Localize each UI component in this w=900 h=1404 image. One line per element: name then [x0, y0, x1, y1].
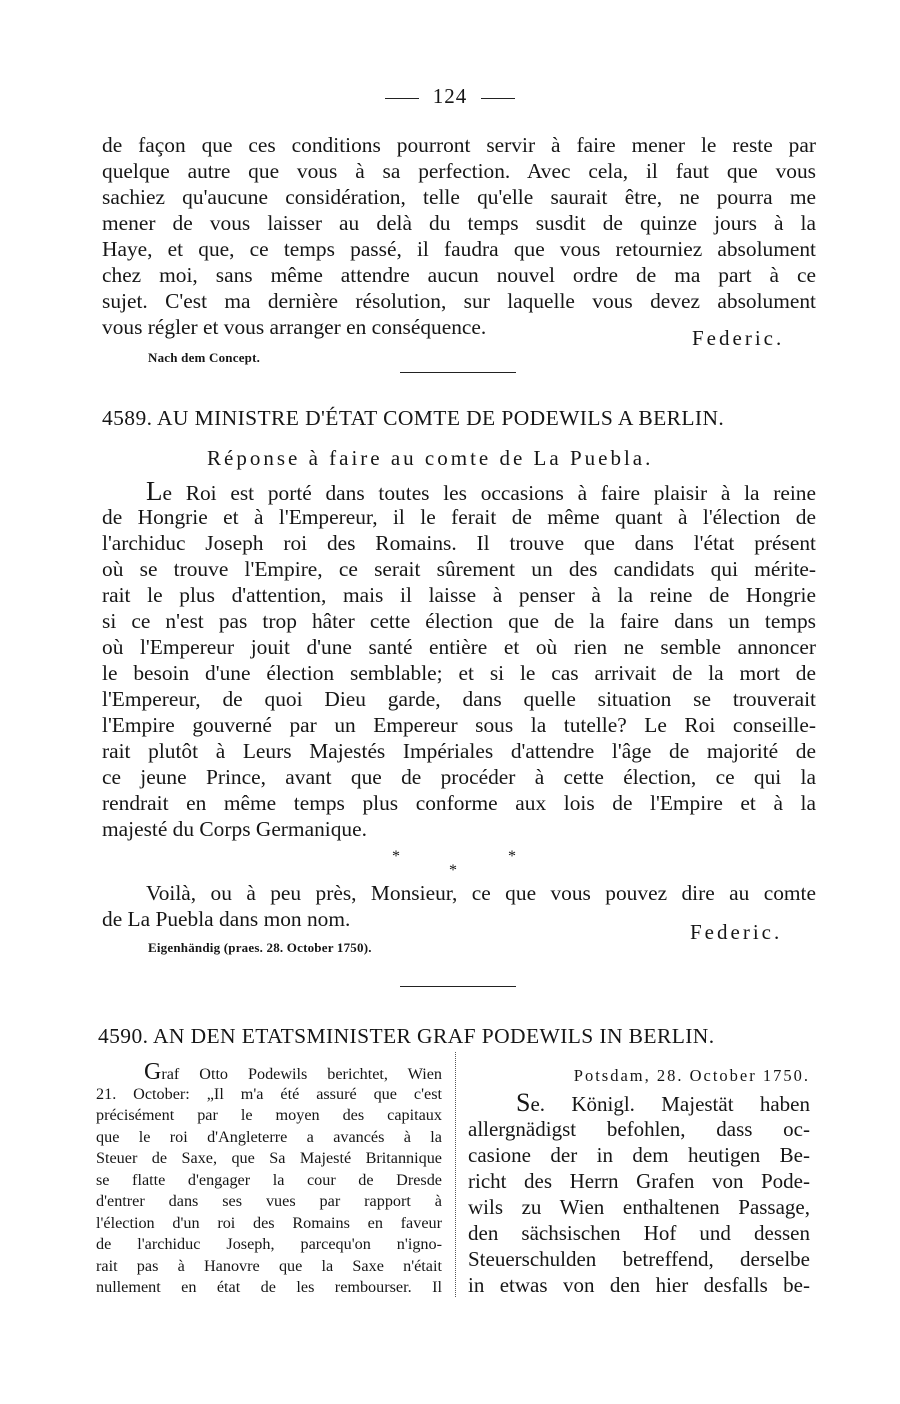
text-line: rait pas à Hanovre que la Saxe n'était	[96, 1256, 442, 1275]
text-line: rait plutôt à Leurs Majestés Impériales d'attendre l'âge de majorité de	[102, 739, 816, 763]
source-note: Nach dem Concept.	[148, 350, 261, 365]
text-line: précisément par le moyen des capitaux	[96, 1106, 442, 1124]
text-line: de Hongrie et à l'Empereur, il le ferait de même quant à l'élection de	[102, 505, 816, 529]
drop-capital: G	[144, 1059, 162, 1085]
text-line: 21. October: „Il m'a été assuré que c'est	[96, 1084, 442, 1103]
text-line: Se. Königl. Majestät haben	[516, 1088, 810, 1117]
text-line: Voilà, ou à peu près, Monsieur, ce que vous pouvez dire au comte	[146, 881, 816, 905]
text-line: Le Roi est porté dans toutes les occasions à faire plaisir à la reine	[146, 476, 816, 506]
header-rule-left	[385, 98, 419, 99]
text-line: Graf Otto Podewils berichtet, Wien	[144, 1059, 442, 1085]
text-line: allergnädigst befohlen, dass oc-	[468, 1117, 810, 1141]
text-line: richt des Herrn Grafen von Pode-	[468, 1169, 810, 1193]
drop-capital: S	[516, 1088, 531, 1117]
text-line: de La Puebla dans mon nom.	[102, 907, 351, 931]
text-line: se flatte d'engager la cour de Dresde	[96, 1170, 442, 1189]
text-line: l'Empire gouverné par un Empereur sous la tutelle? Le Roi conseille-	[102, 713, 816, 737]
text-line: d'entrer dans ses vues par rapport à	[96, 1192, 442, 1210]
text-line: l'archiduc Joseph roi des Romains. Il trouve que dans l'état présent	[102, 531, 816, 555]
source-note: Eigenhändig (praes. 28. October 1750).	[148, 940, 372, 955]
page-number-header	[0, 84, 900, 109]
text-line: sachiez qu'aucune considération, telle qu'elle saurait être, ne pourra me	[102, 185, 816, 209]
text-line: nullement en état de les rembourser. Il	[96, 1278, 442, 1296]
asterisk: *	[449, 862, 457, 879]
editorial-note-column	[96, 1059, 442, 1299]
text-line: rendrait en même temps plus conforme aux lois de l'Empire et à la	[102, 791, 816, 815]
text-line: quelque autre que vous à sa perfection. Avec cela, il faut que vous	[102, 159, 816, 183]
text-line: Steuer de Saxe, que Sa Majesté Britannique	[96, 1149, 442, 1167]
drop-capital: L	[146, 476, 163, 506]
header-rule-right	[481, 98, 515, 99]
text-line: chez moi, sans même attendre aucun nouvel ordre de ma part à ce	[102, 263, 816, 287]
text-line: le besoin d'une élection semblable; et si le cas arrivait de la mort de	[102, 661, 816, 685]
text-line: où se trouve l'Empire, ce serait sûrement un des candidats qui mérite-	[102, 557, 816, 581]
section-divider	[400, 986, 516, 987]
text-line: mener de vous laisser au delà du temps susdit de quinze jours à la	[102, 211, 816, 235]
text-line: où l'Empereur jouit d'une santé entière et où rien ne semble annoncer	[102, 635, 816, 659]
text-line: vous régler et vous arranger en conséquence.	[102, 315, 487, 339]
letter-body-column	[468, 1090, 810, 1298]
column-separator	[455, 1052, 456, 1297]
signature: Federic.	[690, 920, 783, 944]
letter-heading: 4590. AN DEN ETATSMINISTER GRAF PODEWILS IN BERLIN.	[98, 1024, 715, 1048]
section-divider	[400, 372, 516, 373]
text-line: l'élection d'un roi des Romains en faveur	[96, 1213, 442, 1232]
text-line: sujet. C'est ma dernière résolution, sur laquelle vous devez absolument	[102, 289, 816, 313]
text-line: rait le plus d'attention, mais il laisse à penser à la reine de Hongrie	[102, 583, 816, 607]
signature: Federic.	[692, 326, 785, 350]
previous-letter-text	[102, 132, 816, 340]
text-line: majesté du Corps Germanique.	[102, 817, 367, 841]
text-line: den sächsischen Hof und dessen	[468, 1221, 810, 1245]
asterisk: *	[508, 848, 516, 865]
text-line: que le roi d'Angleterre a avancés à la	[96, 1127, 442, 1146]
text-line: de l'archiduc Joseph, parcequ'on n'igno-	[96, 1235, 442, 1253]
letter-heading: 4589. AU MINISTRE D'ÉTAT COMTE DE PODEWILS A BERLIN.	[102, 406, 725, 430]
asterisk: *	[392, 848, 400, 865]
letter-subheading: Réponse à faire au comte de La Puebla.	[207, 446, 654, 470]
text-line: in etwas von den hier desfalls be-	[468, 1273, 810, 1297]
text-line: casione der in dem heutigen Be-	[468, 1143, 810, 1167]
text-line: Haye, et que, ce temps passé, il faudra que vous retourniez absolument	[102, 237, 816, 261]
page-number: 124	[432, 84, 468, 108]
text-line: si ce n'est pas trop hâter cette élection que de la faire dans un temps	[102, 609, 816, 633]
text-line: wils zu Wien enthaltenen Passage,	[468, 1195, 810, 1219]
text-line: de façon que ces conditions pourront servir à faire mener le reste par	[102, 133, 816, 157]
text-line: l'Empereur, de quoi Dieu garde, dans quelle situation se trouverait	[102, 687, 816, 711]
dateline: Potsdam, 28. October 1750.	[573, 1066, 810, 1085]
text-line: ce jeune Prince, avant que de procéder à cette élection, ce qui la	[102, 765, 816, 789]
letter-body	[102, 478, 816, 842]
text-line: Steuerschulden betreffend, derselbe	[468, 1247, 810, 1271]
